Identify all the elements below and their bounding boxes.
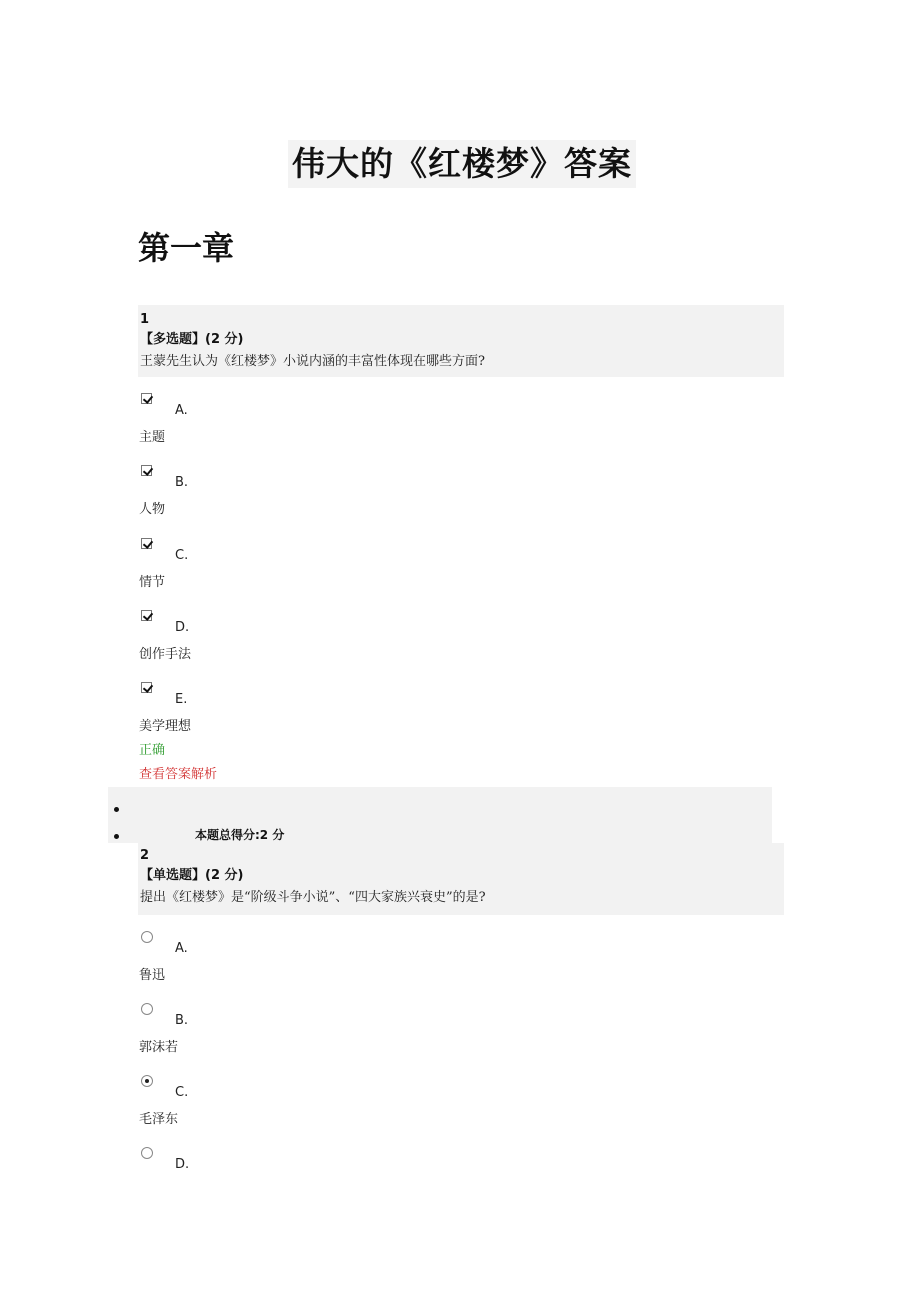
question-2-header [138, 843, 784, 915]
option-a-radio[interactable] [141, 931, 153, 943]
option-a-text: 主题 [139, 430, 166, 445]
option-c-checkbox[interactable] [141, 538, 152, 549]
option-c-letter: C. [175, 1085, 189, 1100]
option-b-text: 郭沫若 [139, 1040, 179, 1055]
question-1-text: 王蒙先生认为《红楼梦》小说内涵的丰富性体现在哪些方面? [140, 354, 485, 369]
option-e-text: 美学理想 [139, 719, 192, 734]
option-a-checkbox[interactable] [141, 393, 152, 404]
option-c-text: 毛泽东 [139, 1112, 179, 1127]
option-d-letter: D. [175, 620, 190, 635]
chapter-heading: 第一章 [138, 229, 235, 267]
option-d-checkbox[interactable] [141, 610, 152, 621]
document-title: 伟大的《红楼梦》答案 [288, 140, 636, 188]
option-c-text: 情节 [139, 575, 166, 590]
question-1-score: 本题总得分:2 分 [195, 828, 285, 842]
option-b-checkbox[interactable] [141, 465, 152, 476]
option-c-radio[interactable] [141, 1075, 153, 1087]
option-e-checkbox[interactable] [141, 682, 152, 693]
bullet-icon [114, 807, 119, 812]
option-d-radio[interactable] [141, 1147, 153, 1159]
view-explanation-link[interactable]: 查看答案解析 [139, 767, 218, 782]
option-b-letter: B. [175, 1013, 189, 1028]
question-1-number: 1 [140, 312, 150, 327]
option-a-text: 鲁迅 [139, 968, 166, 983]
question-2-text: 提出《红楼梦》是“阶级斗争小说”、“四大家族兴衰史”的是? [140, 890, 486, 905]
question-1-header [138, 305, 784, 377]
question-2-type: 【单选题】(2 分) [140, 868, 244, 883]
option-a-letter: A. [175, 403, 188, 418]
question-2-number: 2 [140, 848, 150, 863]
option-d-letter: D. [175, 1157, 190, 1172]
question-1-type: 【多选题】(2 分) [140, 332, 244, 347]
option-a-letter: A. [175, 941, 188, 956]
result-correct: 正确 [139, 743, 166, 758]
option-e-letter: E. [175, 692, 188, 707]
option-b-text: 人物 [139, 502, 166, 517]
option-b-radio[interactable] [141, 1003, 153, 1015]
option-b-letter: B. [175, 475, 189, 490]
bullet-icon [114, 834, 119, 839]
option-d-text: 创作手法 [139, 647, 192, 662]
option-c-letter: C. [175, 548, 189, 563]
score-bar [108, 787, 772, 843]
